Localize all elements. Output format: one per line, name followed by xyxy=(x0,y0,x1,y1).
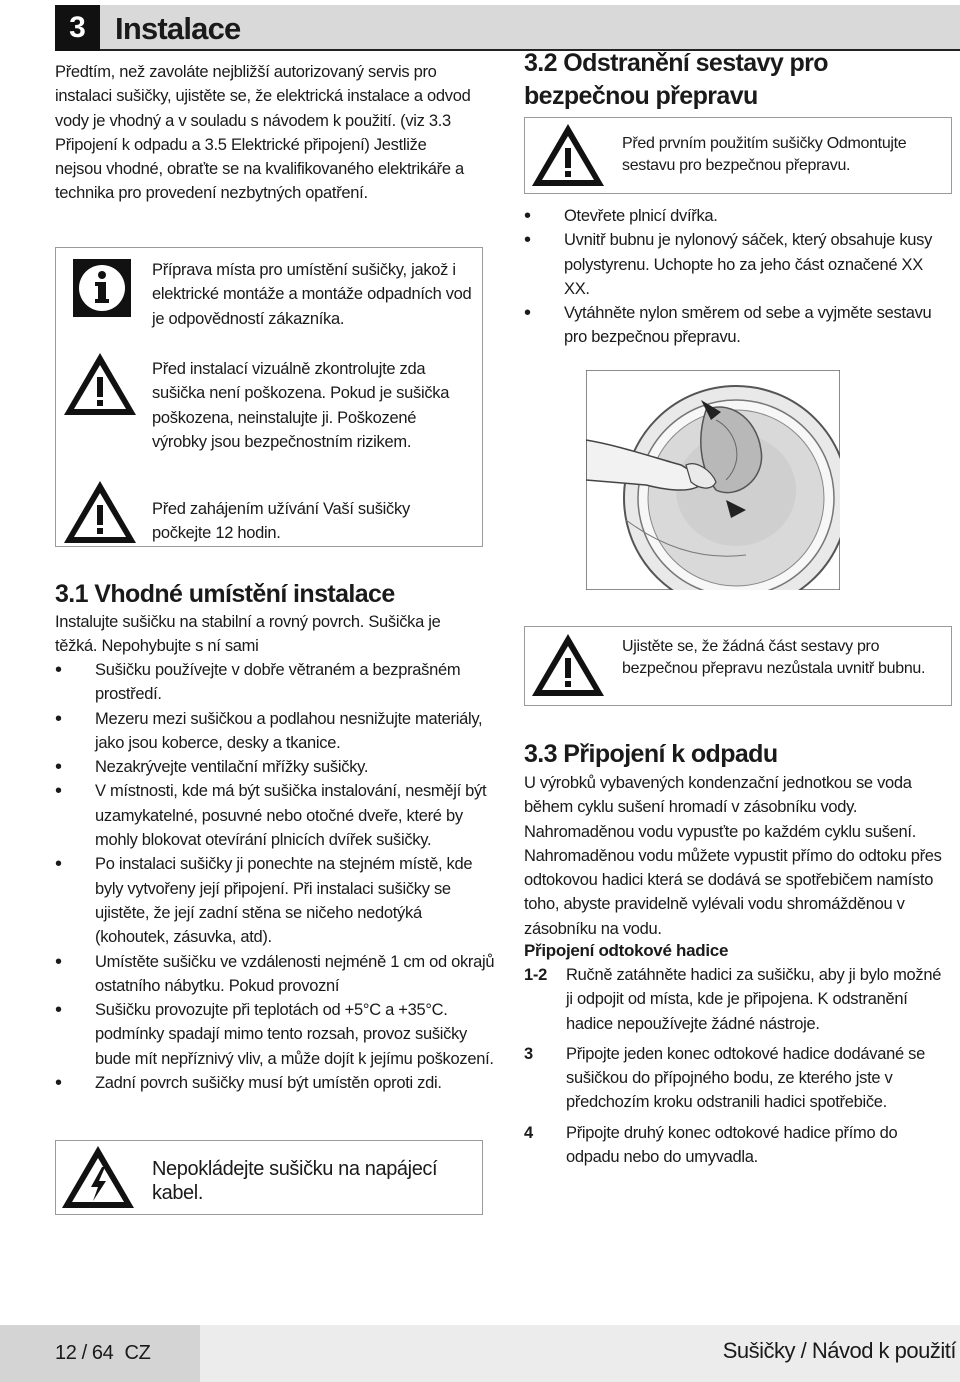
footer-page-number xyxy=(55,1342,150,1365)
wait-warning-text: Před zahájením užívání Vaší sušičky počkejte 12 hodin. xyxy=(152,500,410,543)
warning-icon xyxy=(530,631,606,699)
step-text: Připojte druhý konec odtokové hadice přímo do odpadu nebo do umyvadla. xyxy=(566,1123,898,1167)
section-33-title: 3.3 Připojení k odpadu xyxy=(524,740,778,768)
list-item: • Mezeru mezi sušičkou a podlahou nesnižujte materiály, jako jsou koberce, desky a tkanice. xyxy=(55,707,495,756)
section-number-badge: 3 xyxy=(55,5,100,51)
chapter-title: Instalace xyxy=(115,11,241,46)
step-text: Připojte jeden konec odtokové hadice dodávané se sušičkou do přípojného bodu, ze kterého jste v předchozím kroku odstranili hadici spotřebiče. xyxy=(566,1044,925,1112)
list-item xyxy=(524,1121,949,1170)
list-item: • Zadní povrch sušičky musí být umístěn oproti zdi. xyxy=(55,1071,495,1095)
step-number: 3 xyxy=(524,1044,533,1063)
section-31-bullets xyxy=(55,658,495,1095)
electric-shock-icon xyxy=(60,1143,136,1211)
section-31-lead: Instalujte sušičku na stabilní a rovný povrch. Sušička je těžká. Nepohybujte s ní sami xyxy=(55,613,441,656)
footer-document-title: Sušičky / Návod k použití xyxy=(722,1338,956,1363)
electric-warning-text: Nepokládejte sušičku na napájecí kabel. xyxy=(152,1158,438,1204)
step-number: 4 xyxy=(524,1123,533,1142)
list-item: • V místnosti, kde má být sušička instalování, nesmějí být uzamykatelné, posuvné nebo otočné dveře, které by mohly blokovat otevírání plnicích dvířek sušičky. xyxy=(55,779,495,852)
list-item: • Po instalaci sušičky ji ponechte na stejném místě, kde byly vytvořeny její připojení. Při instalaci sušičky se ujistěte, že její zadní stěna se ničeho nedotýká (kohoutek, zásuvka, atd). xyxy=(55,852,495,949)
transport-warning-text: Před prvním použitím sušičky Odmontujte sestavu pro bezpečnou přepravu. xyxy=(622,135,907,174)
section-33-body: U výrobků vybavených kondenzační jednotkou se voda během cyklu sušení hromadí v zásobníku vody. Nahromaděnou vodu vypusťte po každém cyklu sušení. Nahromaděnou vodu můžete vypustit přímo do odtoku přes odtokovou hadici která se dodává se spotřebičem namísto toho, abyste pravidelně vylévali vodu shromážděnou v zásobníku na vodu. xyxy=(524,774,942,938)
list-item: • Vytáhněte nylon směrem od sebe a vyjměte sestavu pro bezpečnou přepravu. xyxy=(524,301,944,350)
list-item: • Otevřete plnicí dvířka. xyxy=(524,204,944,228)
list-item: • Nezakrývejte ventilační mřížky sušičky. xyxy=(55,755,495,779)
drain-hose-subheading: Připojení odtokové hadice xyxy=(524,941,729,960)
warning-icon xyxy=(62,350,138,418)
intro-paragraph: Předtím, než zavoláte nejbližší autorizovaný servis pro instalaci sušičky, ujistěte se, že elektrická instalace a odvod vody je vhodný a v souladu s návodem k použití. (viz 3.3 Připojení k odpadu a 3.5 Elektrické připojení) Jestliže nejsou vhodné, obraťte se na kvalifikovaného elektrikáře a technika pro provedení nezbytných opatření. xyxy=(55,63,471,203)
drum-illustration xyxy=(586,370,840,590)
drain-steps xyxy=(524,963,949,1169)
list-item: • Sušičku používejte v dobře větraném a bezprašném prostředí. xyxy=(55,658,495,707)
warning-icon xyxy=(530,121,606,189)
step-text: Ručně zatáhněte hadici za sušičku, aby ji bylo možné ji odpojit od místa, kde je připojena. K odstranění hadice nepoužívejte žádné nástroje. xyxy=(566,966,942,1033)
language-code: CZ xyxy=(124,1342,151,1364)
transport-check-text: Ujistěte se, že žádná část sestavy pro bezpečnou přepravu nezůstala uvnitř bubnu. xyxy=(622,638,926,677)
list-item: • Sušičku provozujte při teplotách od +5°C a +35°C. podmínky spadají mimo tento rozsah, provoz sušičky bude mít nepříznivý vliv, a může dojít k jejímu poškození. xyxy=(55,998,495,1071)
list-item: • Umístěte sušičku ve vzdálenosti nejméně 1 cm od okrajů ostatního nábytku. Pokud provozní xyxy=(55,950,495,999)
list-item: • Uvnitř bubnu je nylonový sáček, který obsahuje kusy polystyrenu. Uchopte ho za jeho část označené XX XX. xyxy=(524,228,944,301)
list-item xyxy=(524,963,949,1036)
page-number: 12 / 64 xyxy=(55,1342,114,1364)
section-32-bullets xyxy=(524,204,944,350)
info-notice-text: Příprava místa pro umístění sušičky, jakož i elektrické montáže a montáže odpadních vod je odpovědností zákazníka. xyxy=(152,261,472,328)
info-icon xyxy=(72,258,132,318)
step-number: 1-2 xyxy=(524,966,547,984)
warning-icon xyxy=(62,478,138,546)
list-item xyxy=(524,1042,949,1115)
damage-warning-text: Před instalací vizuálně zkontrolujte zda sušička není poškozena. Pokud je sušička poškozena, neinstalujte ji. Poškozené výrobky jsou bezpečnostním rizikem. xyxy=(152,360,450,451)
section-31-title: 3.1 Vhodné umístění instalace xyxy=(55,580,395,608)
section-32-title: 3.2 Odstranění sestavy pro bezpečnou přepravu xyxy=(524,49,828,110)
